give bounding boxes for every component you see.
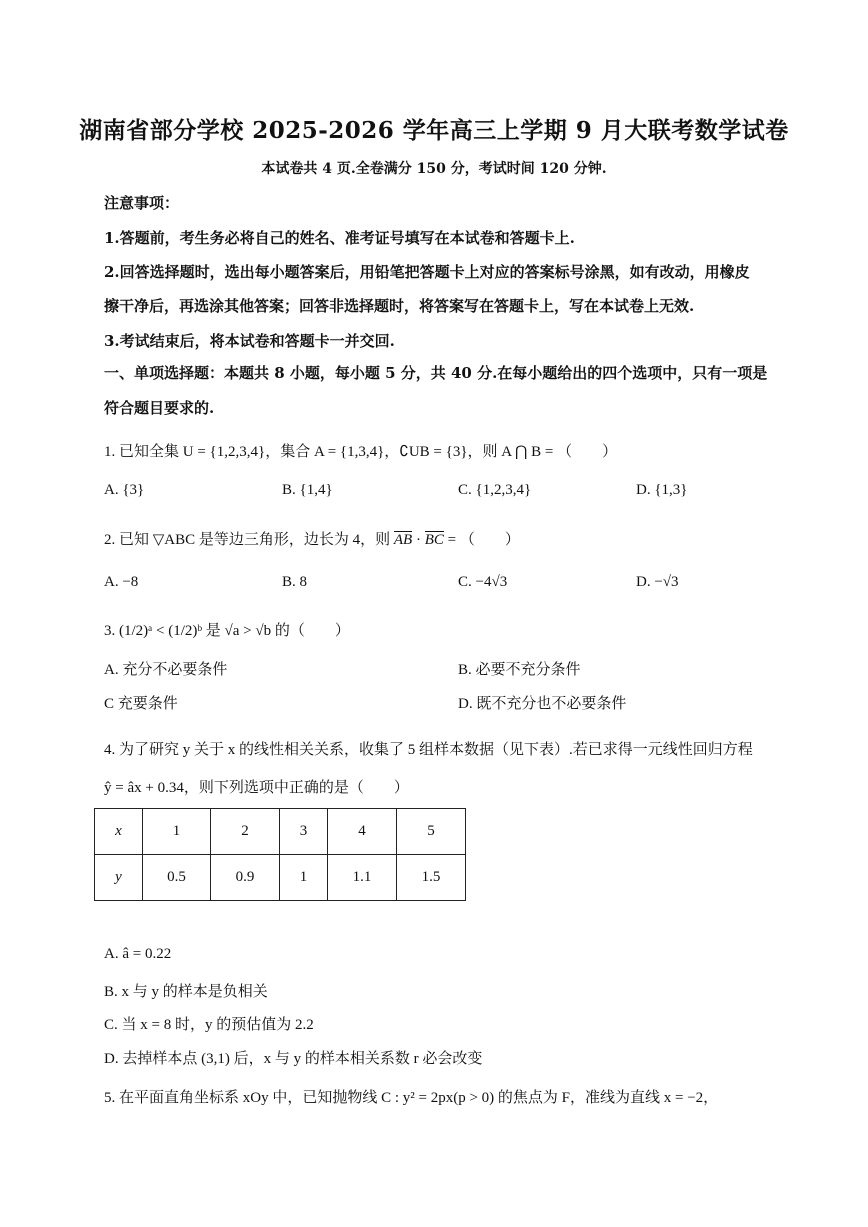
- table-cell: 0.9: [211, 855, 280, 901]
- table-cell: 1: [280, 855, 328, 901]
- q3-stem: 3. (1/2)ᵃ < (1/2)ᵇ 是 √a > √b 的（ ）: [104, 623, 350, 639]
- section-heading-line-2: 符合题目要求的.: [104, 399, 215, 417]
- q1-option-c: C. {1,2,3,4}: [458, 482, 532, 498]
- q3-option-c: C 充要条件: [104, 696, 178, 712]
- table-cell: 4: [328, 809, 397, 855]
- q4-option-a: A. â = 0.22: [104, 946, 172, 962]
- q3-option-b: B. 必要不充分条件: [458, 662, 581, 678]
- vector-ab: AB: [393, 532, 413, 548]
- notice-item-1: 1.答题前，考生务必将自己的姓名、准考证号填写在本试卷和答题卡上.: [104, 229, 575, 247]
- table-cell: 1.5: [397, 855, 466, 901]
- table-cell: 5: [397, 809, 466, 855]
- table-cell: 3: [280, 809, 328, 855]
- q3-option-d: D. 既不充分也不必要条件: [458, 696, 627, 712]
- table-row-y: [95, 855, 466, 901]
- q2-stem: [104, 528, 520, 549]
- table-cell: 0.5: [143, 855, 211, 901]
- notice-heading: 注意事项：: [104, 194, 180, 212]
- table-cell: y: [95, 855, 143, 901]
- vector-bc: BC: [424, 532, 444, 548]
- table-cell: 1: [143, 809, 211, 855]
- notice-item-3: 3.考试结束后，将本试卷和答题卡一并交回.: [104, 332, 395, 350]
- q1-stem: 1. 已知全集 U = {1,2,3,4}，集合 A = {1,3,4}，∁UB = {3}，则 A ⋂ B = （ ）: [104, 444, 618, 460]
- q2-option-b: B. 8: [282, 574, 308, 590]
- q2-option-c: C. −4√3: [458, 574, 508, 590]
- q1-option-d: D. {1,3}: [636, 482, 688, 498]
- q1-option-a: A. {3}: [104, 482, 145, 498]
- notice-item-2-line-1: 2.回答选择题时，选出每小题答案后，用铅笔把答题卡上对应的答案标号涂黑，如有改动，用橡皮: [104, 263, 750, 281]
- q3-option-a: A. 充分不必要条件: [104, 662, 228, 678]
- q4-stem-line-1: 4. 为了研究 y 关于 x 的线性相关关系，收集了 5 组样本数据（见下表）.若已求得一元线性回归方程: [104, 742, 753, 758]
- table-cell: x: [95, 809, 143, 855]
- q4-option-d: D. 去掉样本点 (3,1) 后，x 与 y 的样本相关系数 r 必会改变: [104, 1051, 483, 1067]
- page-title: 湖南省部分学校 2025-2026 学年高三上学期 9 月大联考数学试卷: [79, 117, 789, 144]
- table-cell: 2: [211, 809, 280, 855]
- sample-data-table: [94, 808, 466, 901]
- q4-stem-line-2: ŷ = âx + 0.34，则下列选项中正确的是（ ）: [104, 780, 409, 796]
- q2-option-a: A. −8: [104, 574, 139, 590]
- q1-option-b: B. {1,4}: [282, 482, 333, 498]
- q4-option-b: B. x 与 y 的样本是负相关: [104, 984, 268, 1000]
- q5-stem: 5. 在平面直角坐标系 xOy 中，已知抛物线 C : y² = 2px(p > 0) 的焦点为 F，准线为直线 x = −2，: [104, 1090, 719, 1106]
- section-heading-line-1: 一、单项选择题：本题共 8 小题，每小题 5 分，共 40 分.在每小题给出的四个选项中，只有一项是: [104, 364, 768, 382]
- q4-option-c: C. 当 x = 8 时，y 的预估值为 2.2: [104, 1017, 314, 1033]
- table-row-x: [95, 809, 466, 855]
- q2-stem-text: 2. 已知 ▽ABC 是等边三角形，边长为 4，则: [104, 532, 394, 548]
- exam-info: 本试卷共 4 页.全卷满分 150 分，考试时间 120 分钟.: [261, 161, 607, 177]
- q2-option-d: D. −√3: [636, 574, 679, 590]
- q2-stem-tail: = （ ）: [443, 532, 520, 548]
- notice-item-2-line-2: 擦干净后，再选涂其他答案；回答非选择题时，将答案写在答题卡上，写在本试卷上无效.: [104, 297, 695, 315]
- dot-operator: ·: [412, 532, 425, 548]
- table-cell: 1.1: [328, 855, 397, 901]
